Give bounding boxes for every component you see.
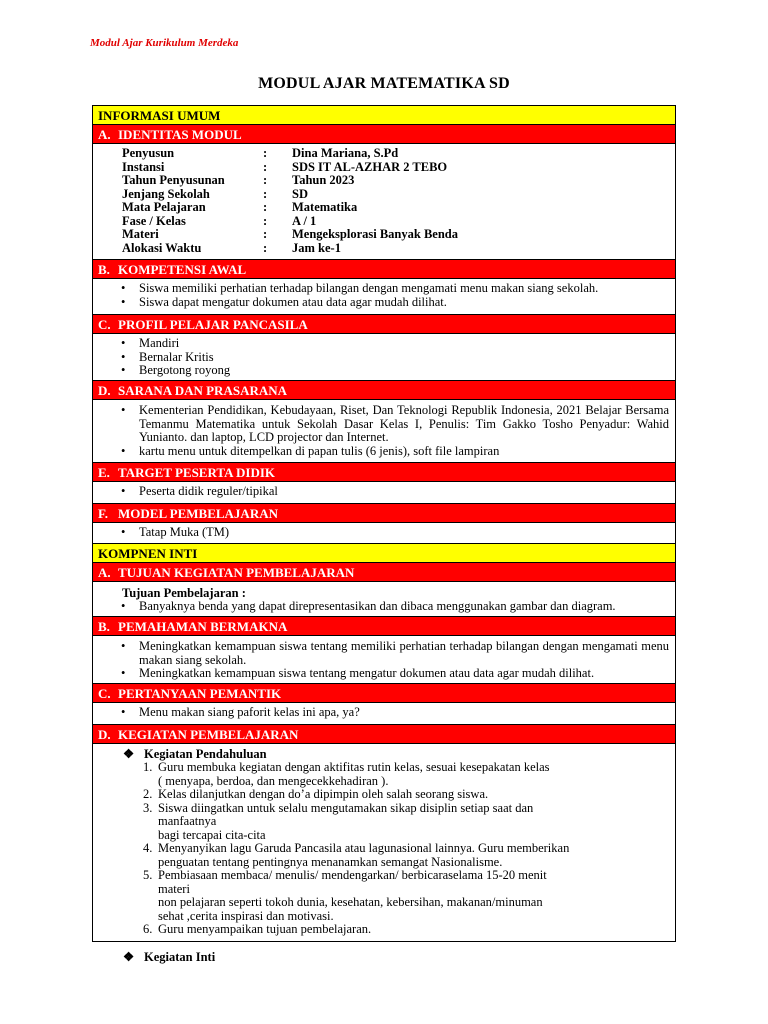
identitas-label: Jenjang Sekolah xyxy=(122,186,210,201)
step-line: sehat ,cerita inspirasi dan motivasi. xyxy=(158,908,334,923)
identitas-value: Matematika xyxy=(292,200,358,214)
step-number: 5. xyxy=(143,868,153,882)
list-item: • Siswa dapat mengatur dokumen atau data agar mudah dilihat. xyxy=(93,296,675,310)
model-list xyxy=(93,526,675,540)
step-number: 2. xyxy=(143,787,153,801)
step-line: ( menyapa, berdoa, dan mengecekkehadiran ). xyxy=(158,773,389,788)
sarana-body xyxy=(93,400,675,463)
list-item: • Meningkatkan kemampuan siswa tentang memiliki perhatian terhadap bilangan dengan mengamati menu makan siang sekolah. xyxy=(93,640,675,667)
list-item: • Tatap Muka (TM) xyxy=(93,526,675,540)
section-prefix: C. xyxy=(98,317,111,332)
section-identitas-header xyxy=(93,125,675,144)
identitas-separator: : xyxy=(263,200,268,214)
tujuan-body xyxy=(93,582,675,617)
list-item: • Bernalar Kritis xyxy=(93,351,675,365)
list-item: • kartu menu untuk ditempelkan di papan tulis (6 jenis), soft file lampiran xyxy=(93,445,675,459)
list-item: • Banyaknya benda yang dapat direpresentasikan dan dibaca menggunakan gambar dan diagram. xyxy=(93,600,675,614)
step-item xyxy=(93,842,675,869)
section-prefix: B. xyxy=(98,262,110,277)
identitas-separator: : xyxy=(263,227,268,241)
tujuan-subheading: Tujuan Pembelajaran : xyxy=(122,586,246,600)
identitas-value: Mengeksplorasi Banyak Benda xyxy=(292,227,459,241)
profil-list xyxy=(93,337,675,378)
section-heading: MODEL PEMBELAJARAN xyxy=(118,506,278,521)
list-item: • Siswa memiliki perhatian terhadap bilangan dengan mengamati menu makan siang sekolah. xyxy=(93,282,675,296)
section-sarana-header xyxy=(93,381,675,400)
identitas-separator: : xyxy=(263,213,268,228)
kegiatan-inti-heading xyxy=(93,950,675,964)
identitas-row xyxy=(122,215,458,229)
section-heading: SARANA DAN PRASARANA xyxy=(118,383,288,398)
identitas-body xyxy=(93,144,675,260)
identitas-label: Fase / Kelas xyxy=(122,213,186,228)
identitas-separator: : xyxy=(263,146,268,160)
identitas-label: Tahun Penyusunan xyxy=(122,173,225,187)
section-komponen-inti: KOMPNEN INTI xyxy=(93,544,675,563)
step-number: 1. xyxy=(143,760,153,774)
step-line: Siswa diingatkan untuk selalu mengutamakan sikap disiplin setiap saat dan manfaatnya xyxy=(158,800,534,828)
section-target-header xyxy=(93,463,675,482)
section-prefix: C. xyxy=(98,686,111,701)
identitas-value: SD xyxy=(292,186,308,201)
identitas-value: A / 1 xyxy=(292,213,317,228)
step-line: Guru membuka kegiatan dengan aktifitas rutin kelas, sesuai kesepakatan kelas xyxy=(158,760,550,774)
identitas-label: Penyusun xyxy=(122,146,175,160)
section-prefix: F. xyxy=(98,506,108,521)
pendahuluan-steps xyxy=(93,761,675,937)
section-heading: KOMPETENSI AWAL xyxy=(118,262,247,277)
section-heading: TARGET PESERTA DIDIK xyxy=(118,465,276,480)
module-frame xyxy=(92,105,676,964)
kegiatan-body xyxy=(93,744,675,964)
section-heading: PROFIL PELAJAR PANCASILA xyxy=(118,317,308,332)
inti-label: Kegiatan Inti xyxy=(144,949,216,964)
kompetensi-list xyxy=(93,282,675,309)
identitas-value: Tahun 2023 xyxy=(292,173,355,187)
pertanyaan-body xyxy=(93,703,675,725)
identitas-value: SDS IT AL-AZHAR 2 TEBO xyxy=(292,159,448,174)
pemahaman-list xyxy=(93,640,675,681)
identitas-value: Dina Mariana, S.Pd xyxy=(292,146,399,160)
step-number: 4. xyxy=(143,841,153,855)
step-item xyxy=(93,788,675,802)
identitas-table xyxy=(122,147,458,255)
identitas-row xyxy=(122,188,458,202)
list-item: • Kementerian Pendidikan, Kebudayaan, Riset, Dan Teknologi Republik Indonesia, 2021 Belajar Bersama Temanmu Matematika untuk Sekolah Dasar Kelas I, Penulis: Tim Gakko Tosho Penyadur: Wahid Yunianto. dan laptop, LCD projector dan Internet. xyxy=(93,404,675,445)
header-note: Modul Ajar Kurikulum Merdeka xyxy=(90,37,239,49)
step-item xyxy=(93,869,675,923)
step-number: 3. xyxy=(143,800,153,815)
list-item: • Peserta didik reguler/tipikal xyxy=(93,485,675,499)
diamond-bullet-icon: ❖ xyxy=(123,747,135,761)
list-item: • Mandiri xyxy=(93,337,675,351)
target-list xyxy=(93,485,675,499)
list-item: • Bergotong royong xyxy=(93,364,675,378)
step-line: Pembiasaan membaca/ menulis/ mendengarkan/ berbicaraselama 15-20 menit materi xyxy=(158,868,547,896)
document-title: MODUL AJAR MATEMATIKA SD xyxy=(258,75,510,92)
identitas-separator: : xyxy=(263,186,268,201)
identitas-label: Instansi xyxy=(122,159,165,174)
section-kegiatan-header xyxy=(93,725,675,744)
list-item: • Menu makan siang paforit kelas ini apa, ya? xyxy=(93,706,675,720)
identitas-label: Materi xyxy=(122,227,159,241)
identitas-separator: : xyxy=(263,240,268,255)
section-model-header xyxy=(93,504,675,523)
pendahuluan-label: Kegiatan Pendahuluan xyxy=(144,747,267,761)
section-heading: PEMAHAMAN BERMAKNA xyxy=(118,619,288,634)
identitas-row xyxy=(122,174,458,188)
section-heading: PERTANYAAN PEMANTIK xyxy=(118,686,282,701)
step-line: penguatan tentang pentingnya menanamkan semangat Nasionalisme. xyxy=(158,854,503,869)
kegiatan-pendahuluan-heading xyxy=(93,747,675,761)
section-kompetensi-header xyxy=(93,260,675,279)
step-line: bagi tercapai cita-cita xyxy=(158,827,266,842)
section-prefix: D. xyxy=(98,383,111,398)
section-pertanyaan-header xyxy=(93,684,675,703)
section-tujuan-header xyxy=(93,563,675,582)
section-prefix: A. xyxy=(98,565,111,580)
identitas-row xyxy=(122,242,458,256)
identitas-row xyxy=(122,201,458,215)
section-heading: TUJUAN KEGIATAN PEMBELAJARAN xyxy=(118,565,355,580)
identitas-label: Mata Pelajaran xyxy=(122,200,206,214)
target-body xyxy=(93,482,675,504)
step-item xyxy=(93,802,675,843)
step-line: Kelas dilanjutkan dengan do’a dipimpin oleh salah seorang siswa. xyxy=(158,787,489,801)
section-informasi-umum: INFORMASI UMUM xyxy=(93,106,675,125)
model-body xyxy=(93,523,675,544)
step-item xyxy=(93,761,675,788)
section-prefix: D. xyxy=(98,727,111,742)
section-profil-header xyxy=(93,315,675,334)
identitas-row xyxy=(122,161,458,175)
section-heading: KEGIATAN PEMBELAJARAN xyxy=(118,727,299,742)
tujuan-list xyxy=(93,600,675,614)
identitas-row xyxy=(122,147,458,161)
pemahaman-body xyxy=(93,636,675,684)
section-heading: IDENTITAS MODUL xyxy=(118,127,242,142)
step-line: non pelajaran seperti tokoh dunia, kesehatan, kebersihan, makanan/minuman xyxy=(158,895,543,909)
section-prefix: E. xyxy=(98,465,110,480)
step-item xyxy=(93,923,675,937)
sarana-list xyxy=(93,404,675,458)
identitas-label: Alokasi Waktu xyxy=(122,240,202,255)
section-pemahaman-header xyxy=(93,617,675,636)
identitas-value: Jam ke-1 xyxy=(292,240,341,255)
identitas-row xyxy=(122,228,458,242)
step-line: Menyanyikan lagu Garuda Pancasila atau lagunasional lainnya. Guru memberikan xyxy=(158,841,570,855)
identitas-separator: : xyxy=(263,159,268,174)
profil-body xyxy=(93,334,675,381)
identitas-separator: : xyxy=(263,173,268,187)
pertanyaan-list xyxy=(93,706,675,720)
kompetensi-body xyxy=(93,279,675,315)
list-item: • Meningkatkan kemampuan siswa tentang mengatur dokumen atau data agar mudah dilihat. xyxy=(93,667,675,681)
section-prefix: B. xyxy=(98,619,110,634)
step-number: 6. xyxy=(143,922,153,936)
section-prefix: A. xyxy=(98,127,111,142)
diamond-bullet-icon: ❖ xyxy=(123,949,135,964)
step-line: Guru menyampaikan tujuan pembelajaran. xyxy=(158,922,372,936)
